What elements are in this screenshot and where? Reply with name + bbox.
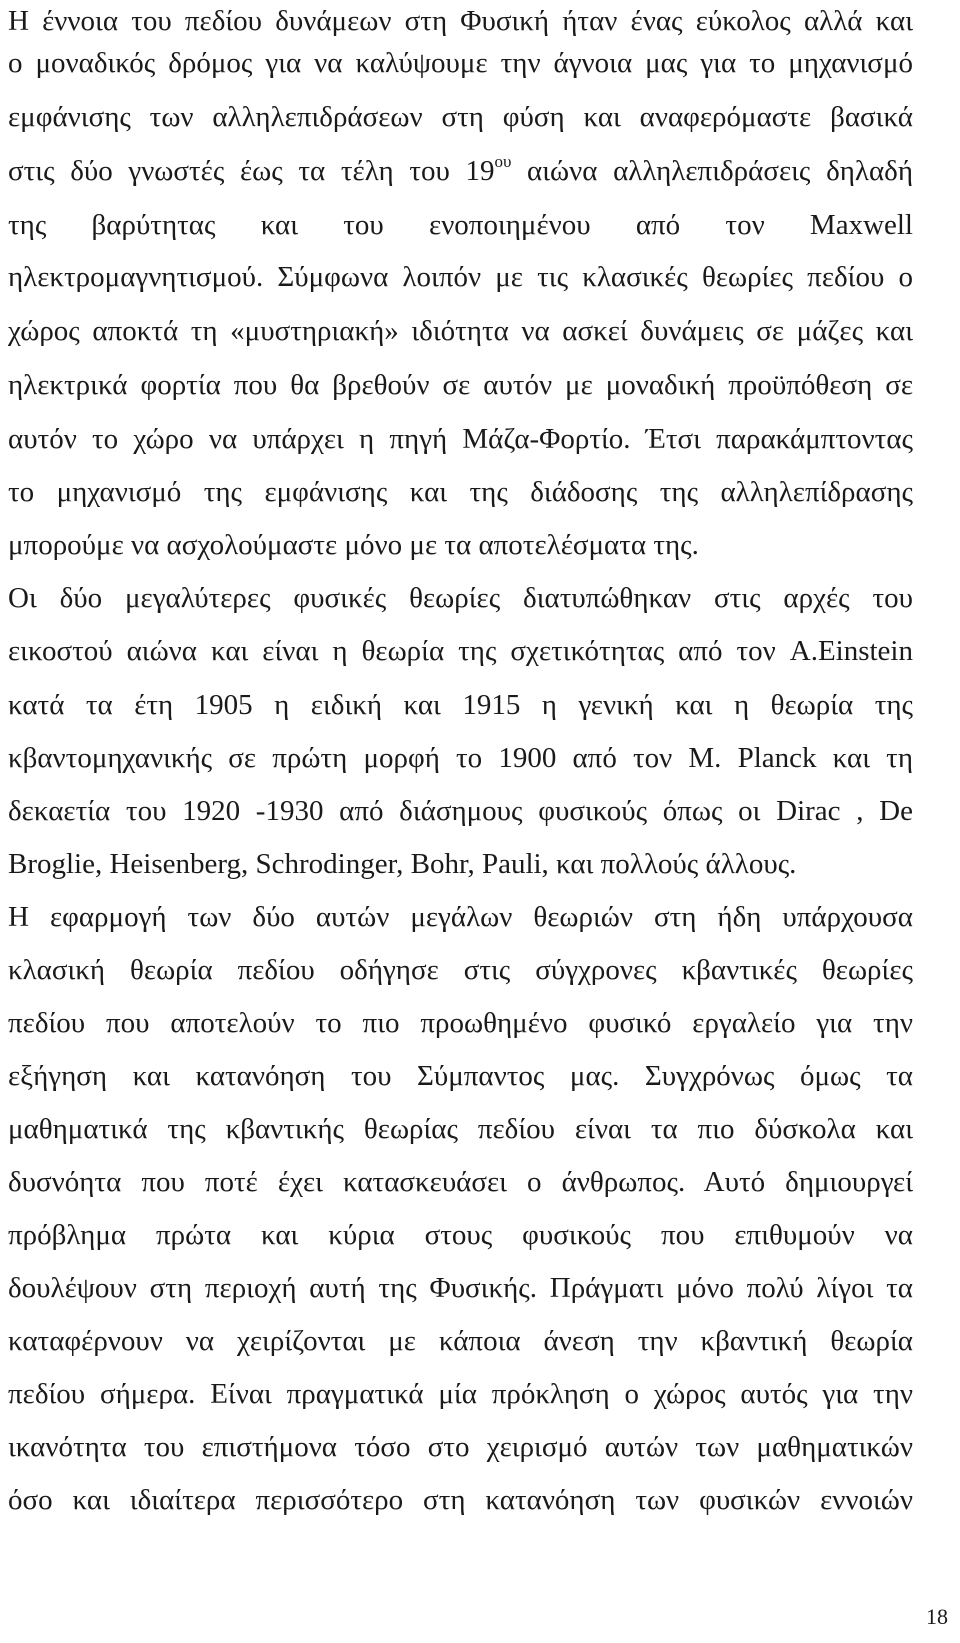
page-number: 18 <box>926 1604 948 1629</box>
text-line-26: καταφέρνουν να χειρίζονται με κάποια άνεση την κβαντική θεωρία <box>8 1325 913 1357</box>
text-line-12: Οι δύο μεγαλύτερες φυσικές θεωρίες διατυπώθηκαν στις αρχές του <box>8 582 913 614</box>
text-line-29: όσο και ιδιαίτερα περισσότερο στη κατανόηση των φυσικών εννοιών <box>8 1484 913 1516</box>
text-line-7: χώρος αποκτά τη «μυστηριακή» ιδιότητα να ασκεί δυνάμεις σε μάζες και <box>8 315 913 347</box>
text-line-19: κλασική θεωρία πεδίου οδήγησε στις σύγχρονες κβαντικές θεωρίες <box>8 954 913 986</box>
text-line-20: πεδίου που αποτελούν το πιο προωθημένο φυσικό εργαλείο για την <box>8 1007 913 1039</box>
text-line-10: το μηχανισμό της εμφάνισης και της διάδοσης της αλληλεπίδρασης <box>8 476 913 508</box>
text-line-16: δεκαετία του 1920 -1930 από διάσημους φυσικούς όπως οι Dirac , De <box>8 795 913 827</box>
text-line-5: της βαρύτητας και του ενοποιημένου από τον Maxwell <box>8 209 913 241</box>
text-line-15: κβαντομηχανικής σε πρώτη μορφή το 1900 από τον M. Planck και τη <box>8 742 913 774</box>
text-line-17: Broglie, Heisenberg, Schrodinger, Bohr, Pauli, και πολλούς άλλους. <box>8 848 797 880</box>
text-line-3: εμφάνισης των αλληλεπιδράσεων στη φύση και αναφερόμαστε βασικά <box>8 101 913 133</box>
text-line-6: ηλεκτρομαγνητισμού. Σύμφωνα λοιπόν με τις κλασικές θεωρίες πεδίου ο <box>8 261 913 293</box>
text-line-14: κατά τα έτη 1905 η ειδική και 1915 η γενική και η θεωρία της <box>8 689 913 721</box>
text-line-23: δυσνόητα που ποτέ έχει κατασκευάσει ο άνθρωπος. Αυτό δημιουργεί <box>8 1166 913 1198</box>
text-line-2: ο μοναδικός δρόμος για να καλύψουμε την άγνοια μας για το μηχανισμό <box>8 47 913 79</box>
text-line-22: μαθηματικά της κβαντικής θεωρίας πεδίου είναι τα πιο δύσκολα και <box>8 1113 913 1145</box>
text-line-1: Η έννοια του πεδίου δυνάμεων στη Φυσική ήταν ένας εύκολος αλλά και <box>8 5 913 37</box>
text-line-9: αυτόν το χώρο να υπάρχει η πηγή Μάζα-Φορτίο. Έτσι παρακάμπτοντας <box>8 423 913 455</box>
text-line-28: ικανότητα του επιστήμονα τόσο στο χειρισμό αυτών των μαθηματικών <box>8 1431 913 1463</box>
text-line-21: εξήγηση και κατανόηση του Σύμπαντος μας. Συγχρόνως όμως τα <box>8 1060 913 1092</box>
text-line-24: πρόβλημα πρώτα και κύρια στους φυσικούς που επιθυμούν να <box>8 1219 913 1251</box>
text-line-25: δουλέψουν στη περιοχή αυτή της Φυσικής. Πράγματι μόνο πολύ λίγοι τα <box>8 1272 913 1304</box>
text-line-11: μπορούμε να ασχολούμαστε μόνο με τα αποτελέσματα της. <box>8 529 699 561</box>
text-line-13: εικοστού αιώνα και είναι η θεωρία της σχετικότητας από τον A.Einstein <box>8 635 913 667</box>
text-line-4-end: αιώνα αλληλεπιδράσεις δηλαδή <box>511 155 913 187</box>
ordinal-superscript: ου <box>494 152 512 171</box>
text-line-4 <box>8 153 913 189</box>
text-line-8: ηλεκτρικά φορτία που θα βρεθούν σε αυτόν με μοναδική προϋπόθεση σε <box>8 369 913 401</box>
text-line-27: πεδίου σήμερα. Είναι πραγματικά μία πρόκληση ο χώρος αυτός για την <box>8 1378 913 1410</box>
text-line-4-start: στις δύο γνωστές έως τα τέλη του 19 <box>8 155 495 187</box>
text-line-18: Η εφαρμογή των δύο αυτών μεγάλων θεωριών στη ήδη υπάρχουσα <box>8 901 913 933</box>
